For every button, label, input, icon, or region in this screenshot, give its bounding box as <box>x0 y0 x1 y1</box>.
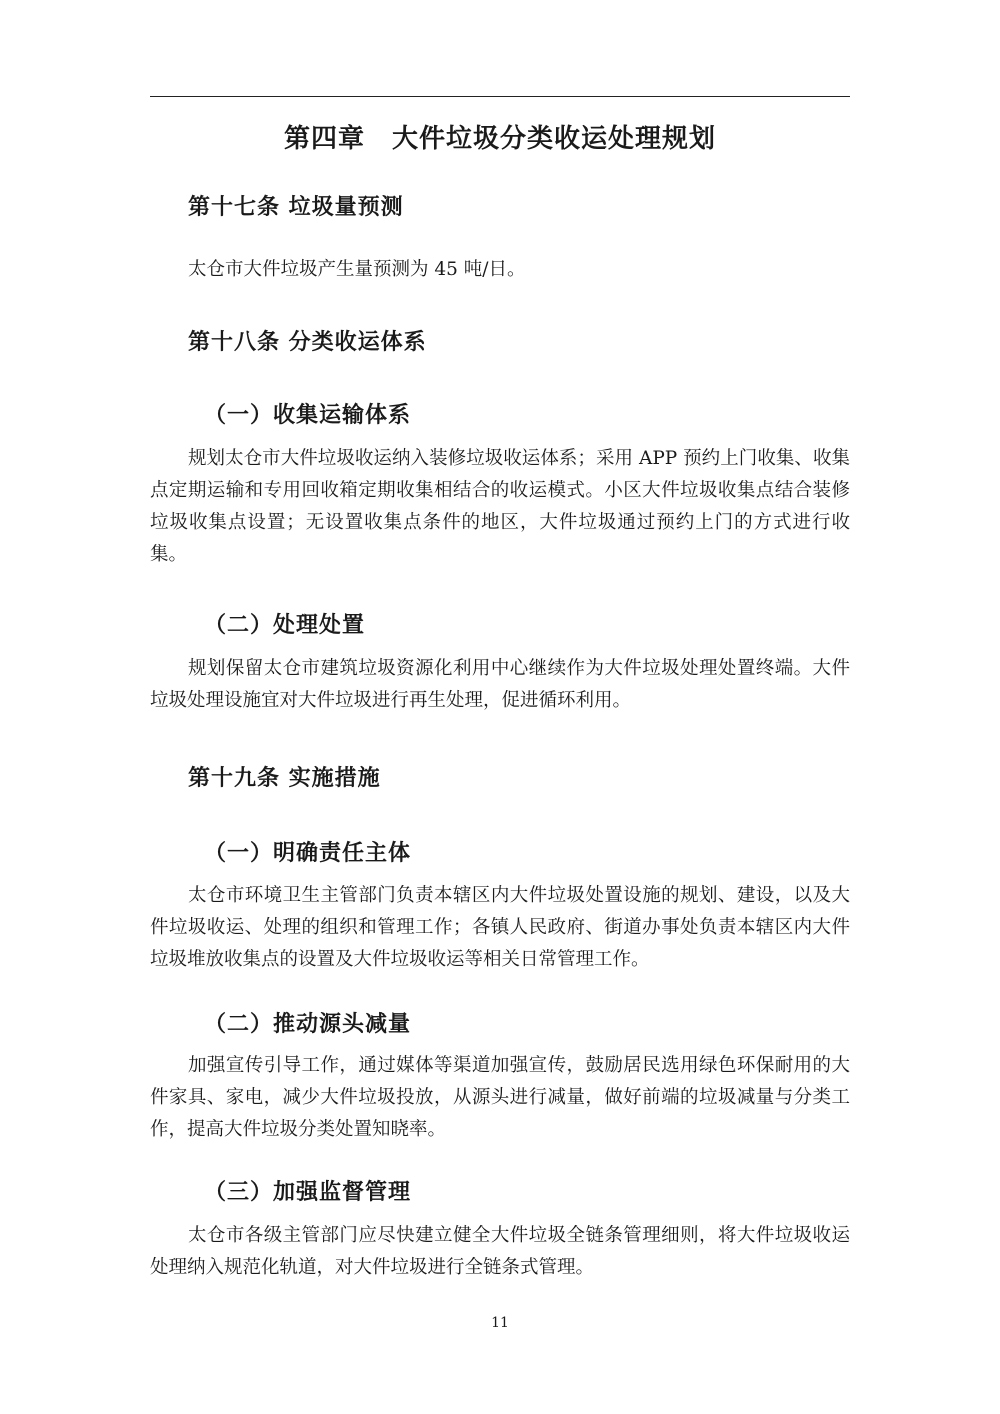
article-17-text: 太仓市大件垃圾产生量预测为 45 吨/日。 <box>188 259 526 280</box>
article-19-heading: 第十九条 实施措施 <box>188 765 381 791</box>
article-19-section-3-heading: （三）加强监督管理 <box>204 1179 412 1205</box>
article-18-heading: 第十八条 分类收运体系 <box>188 329 427 355</box>
page-number: 11 <box>491 1315 509 1331</box>
article-18-section-1-heading: （一）收集运输体系 <box>204 402 412 428</box>
article-18-section-2-heading: （二）处理处置 <box>204 612 366 638</box>
header-rule <box>150 96 850 97</box>
chapter-title: 第四章 大件垃圾分类收运处理规划 <box>283 124 716 154</box>
article-19-section-1-text: 太仓市环境卫生主管部门负责本辖区内大件垃圾处置设施的规划、建设，以及大件垃圾收运、处理的组织和管理工作；各镇人民政府、街道办事处负责本辖区内大件垃圾堆放收集点的设置及大件垃圾收运等相关日常管理工作。 <box>150 885 850 970</box>
article-19-section-3-text: 太仓市各级主管部门应尽快建立健全大件垃圾全链条管理细则，将大件垃圾收运处理纳入规范化轨道，对大件垃圾进行全链条式管理。 <box>150 1225 850 1278</box>
article-18-section-1-text: 规划太仓市大件垃圾收运纳入装修垃圾收运体系；采用 APP 预约上门收集、收集点定期运输和专用回收箱定期收集相结合的收运模式。小区大件垃圾收集点结合装修垃圾收集点设置；无设置收集点条件的地区，大件垃圾通过预约上门的方式进行收集。 <box>150 448 850 565</box>
article-18-section-2-text: 规划保留太仓市建筑垃圾资源化利用中心继续作为大件垃圾处理处置终端。大件垃圾处理设施宜对大件垃圾进行再生处理，促进循环利用。 <box>150 658 850 711</box>
article-17-heading: 第十七条 垃圾量预测 <box>188 194 404 220</box>
article-19-section-2-heading: （二）推动源头减量 <box>204 1011 412 1037</box>
article-19-section-2-text: 加强宣传引导工作，通过媒体等渠道加强宣传，鼓励居民选用绿色环保耐用的大件家具、家电，减少大件垃圾投放，从源头进行减量，做好前端的垃圾减量与分类工作，提高大件垃圾分类处置知晓率。 <box>150 1055 850 1140</box>
article-19-section-1-heading: （一）明确责任主体 <box>204 840 412 866</box>
